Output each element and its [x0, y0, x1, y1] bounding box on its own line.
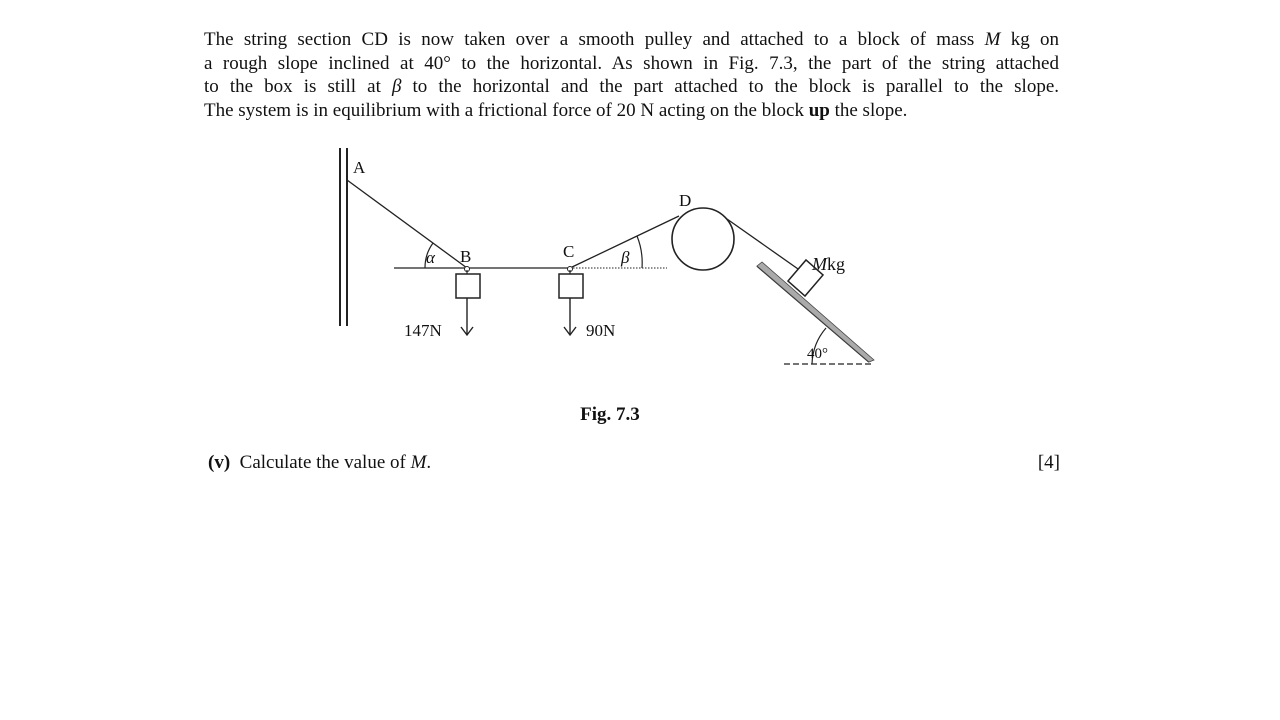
- weight-label-b: 147N: [404, 321, 442, 340]
- paragraph-text: the slope.: [829, 99, 908, 121]
- question-v: [208, 452, 431, 474]
- label-d: D: [679, 191, 692, 210]
- question-symbol: M: [410, 452, 427, 473]
- question-marks: [4]: [1037, 452, 1060, 473]
- label-c: C: [563, 242, 575, 261]
- paragraph-line-2: a rough slope inclined at 40° to the horizontal. As shown in Fig. 7.3, the part of the string attached: [204, 52, 1059, 74]
- question-text: Calculate the value of: [239, 452, 411, 473]
- mass-symbol: M: [984, 29, 1001, 50]
- pulley: [672, 208, 734, 270]
- beta-arc: [637, 236, 642, 268]
- question-text-end: .: [426, 452, 432, 473]
- beta-label: β: [621, 248, 630, 267]
- paragraph-text: to the horizontal and the part attached to the block is parallel to the slope.: [401, 76, 1059, 97]
- label-a: A: [353, 158, 366, 177]
- label-b: B: [460, 247, 472, 266]
- slope-angle-label: 40°: [807, 346, 828, 362]
- paragraph-text: to the box is still at: [204, 76, 392, 97]
- mass-label-unit: kg: [827, 254, 845, 274]
- question-number: (v): [208, 452, 231, 473]
- paragraph-text: The system is in equilibrium with a frictional force of 20 N acting on the block: [204, 99, 809, 121]
- emphasis-up: up: [808, 99, 830, 121]
- box-c: [559, 274, 583, 298]
- beta-symbol: β: [391, 76, 402, 97]
- alpha-label: α: [426, 248, 435, 267]
- paragraph-text: kg on: [1000, 29, 1060, 50]
- paragraph-text: The string section CD is now taken over a smooth pulley and attached to a block of mass: [204, 29, 985, 50]
- string-ab: [347, 180, 467, 268]
- mass-label: [811, 254, 845, 274]
- box-b: [456, 274, 480, 298]
- figure-caption: Fig. 7.3: [580, 404, 640, 425]
- mass-label-symbol: M: [812, 254, 827, 274]
- weight-label-c: 90N: [586, 321, 616, 340]
